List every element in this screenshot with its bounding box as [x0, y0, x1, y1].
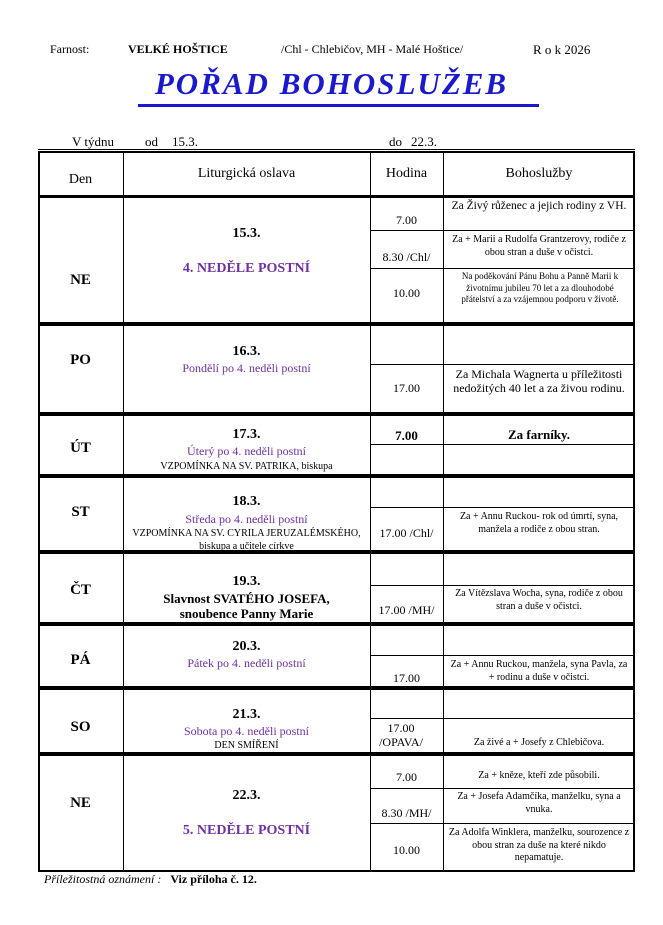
- day-name: PÁ: [70, 652, 91, 668]
- day-date: 21.3.: [232, 707, 261, 722]
- mass-intention: Za Michala Wagnerta u příležitosti nedožitých 40 let a za živou rodinu.: [453, 367, 625, 395]
- day-date: 16.3.: [232, 344, 261, 359]
- announcements-value: Viz příloha č. 12.: [170, 872, 257, 886]
- week-to: 22.3.: [411, 134, 437, 149]
- week-to-label: do: [389, 134, 402, 149]
- day-date: 18.3.: [232, 494, 261, 509]
- week-label: V týdnu: [72, 134, 115, 149]
- title-underline: [138, 104, 539, 107]
- mass-time: 17.00 /Chl/: [379, 526, 434, 540]
- year: R o k 2026: [533, 42, 591, 57]
- mass-intention: Za Živý růženec a jejich rodiny z VH.: [451, 200, 627, 212]
- memorial-note: VZPOMÍNKA NA SV. CYRILA JERUZALÉMSKÉHO, biskupa a učitele církve: [132, 528, 361, 552]
- memorial-note: VZPOMÍNKA NA SV. PATRIKA, biskupa: [160, 461, 333, 472]
- mass-intention: Za + Josefa Adamčíka, manželku, syna a vnuka.: [457, 791, 621, 815]
- week-from: 15.3.: [172, 134, 198, 149]
- day-name: ČT: [70, 582, 91, 598]
- page-title: POŘAD BOHOSLUŽEB: [154, 66, 509, 101]
- mass-time: 8.30 /Chl/: [382, 250, 431, 264]
- day-date: 20.3.: [232, 639, 261, 654]
- day-date: 15.3.: [232, 226, 261, 241]
- day-name: PO: [70, 352, 91, 368]
- liturgical-celebration: 4. NEDĚLE POSTNÍ: [182, 261, 311, 276]
- liturgical-celebration: Pátek po 4. neděli postní: [187, 656, 306, 670]
- mass-time: 7.00: [395, 428, 418, 443]
- mass-time: 17.00: [393, 671, 420, 685]
- col-day: Den: [68, 172, 93, 187]
- col-time: Hodina: [385, 166, 428, 181]
- col-masses: Bohoslužby: [505, 166, 573, 181]
- day-date: 22.3.: [232, 788, 261, 803]
- mass-time: 7.00: [396, 213, 417, 227]
- day-name: ST: [71, 504, 90, 520]
- week-from-label: od: [145, 134, 158, 149]
- liturgical-celebration: Středa po 4. neděli postní: [185, 512, 308, 526]
- mass-intention: Za + Annu Ruckou- rok od úmrtí, syna, manžela a rodiče z obou stran.: [459, 511, 619, 535]
- mass-intention: Za + Annu Ruckou, manžela, syna Pavla, za + rodinu a duše v očistci.: [450, 659, 628, 683]
- mass-intention: Za + Marii a Rudolfa Grantzerovy, rodiče z obou stran a duše v očistci.: [452, 234, 626, 258]
- mass-time: 10.00: [393, 843, 420, 857]
- announcements-label: Příležitostná oznámení :: [44, 872, 162, 886]
- day-date: 19.3.: [232, 574, 261, 589]
- mass-intention: Za Adolfa Winklera, manželku, sourozence z obou stran za duše na které nikdo nepamatuje.: [448, 827, 630, 863]
- mass-time: 7.00: [396, 770, 417, 784]
- liturgical-celebration: Úterý po 4. neděli postní: [187, 444, 306, 458]
- mass-intention: Za farníky.: [507, 427, 571, 442]
- mass-intention: Za živé a + Josefy z Chlebičova.: [473, 737, 605, 748]
- day-name: SO: [70, 719, 91, 735]
- mass-intention: Za Vítězslava Wocha, syna, rodiče z obou stran a duše v očistci.: [455, 588, 623, 612]
- liturgical-celebration: Pondělí po 4. neděli postní: [182, 361, 311, 375]
- parish-label: Farnost:: [50, 42, 90, 56]
- day-date: 17.3.: [232, 427, 261, 442]
- mass-time: 17.00 /MH/: [378, 603, 435, 617]
- day-name: NE: [70, 272, 91, 288]
- liturgical-celebration: Slavnost SVATÉHO JOSEFA, snoubence Panny Marie: [163, 591, 330, 621]
- memorial-note: DEN SMÍŘENÍ: [214, 740, 279, 751]
- filial-churches: /Chl - Chlebičov, MH - Malé Hoštice/: [281, 42, 464, 56]
- col-liturgy: Liturgická oslava: [197, 166, 296, 181]
- mass-time: 17.00: [393, 381, 420, 395]
- mass-intention: Za + kněze, kteří zde působili.: [478, 770, 600, 781]
- mass-time: 10.00: [393, 286, 420, 300]
- mass-intention: Na poděkování Pánu Bohu a Panně Marii k životnímu jubileu 70 let a za dlouhodobé přátelství a za vzájemnou podporu v životě.: [461, 271, 619, 304]
- day-name: NE: [70, 795, 91, 811]
- mass-time: 8.30 /MH/: [381, 806, 432, 820]
- week-underline: [38, 149, 635, 150]
- liturgical-celebration: Sobota po 4. neděli postní: [184, 724, 309, 738]
- day-name: ÚT: [70, 440, 91, 456]
- occasional-announcements: [44, 872, 257, 887]
- parish-name: VELKÉ HOŠTICE: [128, 42, 228, 56]
- liturgical-celebration: 5. NEDĚLE POSTNÍ: [182, 823, 311, 838]
- mass-time: 17.00 /OPAVA/: [379, 721, 423, 749]
